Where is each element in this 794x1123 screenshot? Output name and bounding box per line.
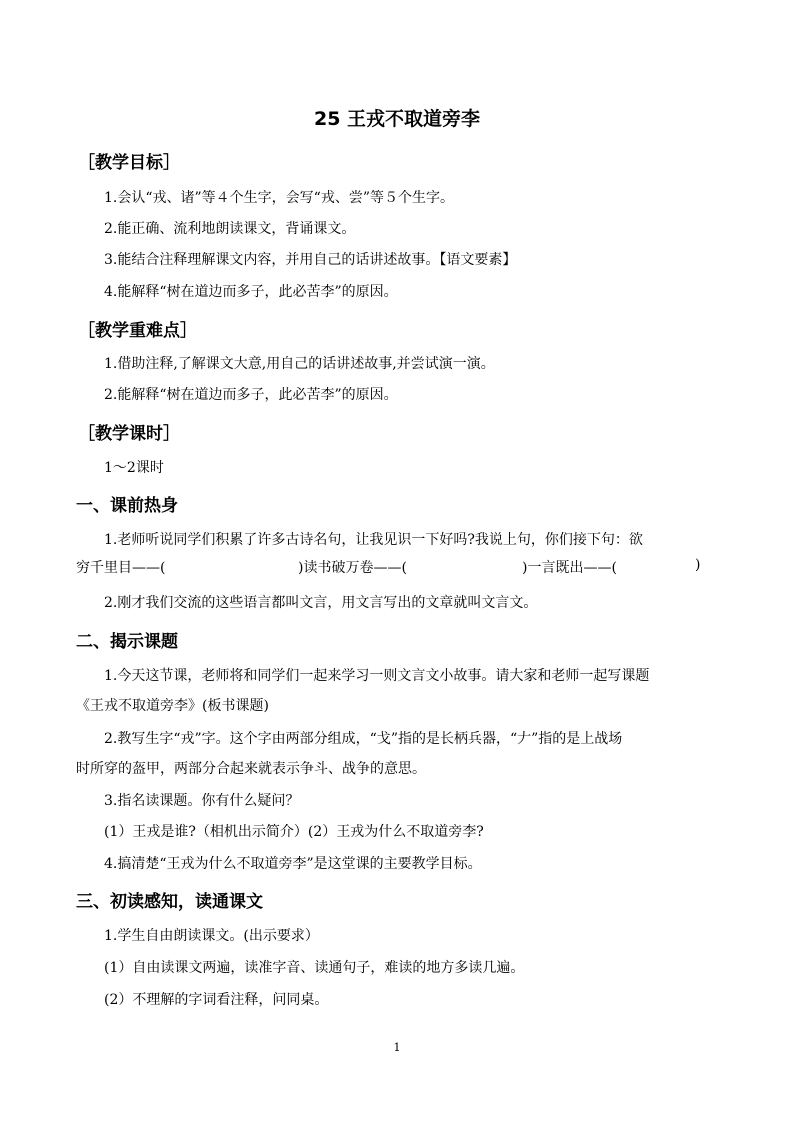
section-heading: 二、揭示课题 (76, 632, 178, 652)
paragraph-line: (1）自由读课文两遍，读准字音、读通句子，难读的地方多读几遍。 (104, 960, 525, 976)
difficulties-heading: ［教学重难点］ (78, 321, 197, 341)
goal-item: 2.能正确、流利地朗读课文，背诵课文。 (104, 221, 356, 237)
blank-prompt: )读书破万卷——( (298, 560, 407, 576)
hours-value: 1～2课时 (104, 460, 164, 476)
goals-heading: ［教学目标］ (78, 153, 180, 173)
paragraph-line: (2）不理解的字词看注释，问同桌。 (104, 992, 329, 1008)
paragraph-line: 2.教写生字“戎”字。这个字由两部分组成，“戈”指的是长柄兵器，“𠂇”指的是上战场 (104, 731, 623, 747)
page-number: 1 (393, 1041, 401, 1054)
paragraph-line: 1.老师听说同学们积累了许多古诗名句，让我见识一下好吗?我说上句，你们接下句：欲 (104, 532, 643, 548)
document-title: 25 王戎不取道旁李 (313, 108, 481, 130)
hours-heading: ［教学课时］ (78, 424, 180, 444)
paragraph-line: 4.搞清楚“王戎为什么不取道旁李”是这堂课的主要教学目标。 (104, 856, 482, 872)
goal-item: 3.能结合注释理解课文内容，并用自己的话讲述故事。【语文要素】 (104, 252, 517, 268)
paragraph-line: 3.指名读课题。你有什么疑问？ (104, 793, 300, 809)
blank-prompt: 穷千里目——( (76, 560, 166, 576)
goal-item: 4.能解释“树在道边而多子，此必苦李”的原因。 (104, 284, 398, 300)
paragraph-line: 1.今天这节课，老师将和同学们一起来学习一则文言文小故事。请大家和老师一起写课题 (104, 668, 650, 684)
paragraph-line: (1）王戎是谁?（相机出示简介）(2）王戎为什么不取道旁李? (104, 824, 484, 840)
difficulty-item: 2.能解释“树在道边而多子，此必苦李”的原因。 (104, 387, 398, 403)
goal-item: 1.会认“戎、诸”等４个生字，会写“戎、尝”等５个生字。 (104, 190, 454, 206)
blank-prompt: )一言既出——( (522, 560, 617, 576)
section-heading: 三、初读感知，读通课文 (76, 892, 263, 912)
difficulty-item: 1.借助注释,了解课文大意,用自己的话讲述故事,并尝试演一演。 (104, 356, 495, 372)
section-heading: 一、课前热身 (76, 496, 178, 516)
paragraph-line: 时所穿的盔甲，两部分合起来就表示争斗、战争的意思。 (76, 761, 426, 777)
paragraph-line: 1.学生自由朗读课文。(出示要求） (104, 928, 319, 944)
paragraph-line: 《王戎不取道旁李》(板书课题) (76, 698, 269, 714)
paragraph-line: 2.刚才我们交流的这些语言都叫文言，用文言写出的文章就叫文言文。 (104, 595, 538, 611)
blank-close: ) (695, 557, 701, 573)
